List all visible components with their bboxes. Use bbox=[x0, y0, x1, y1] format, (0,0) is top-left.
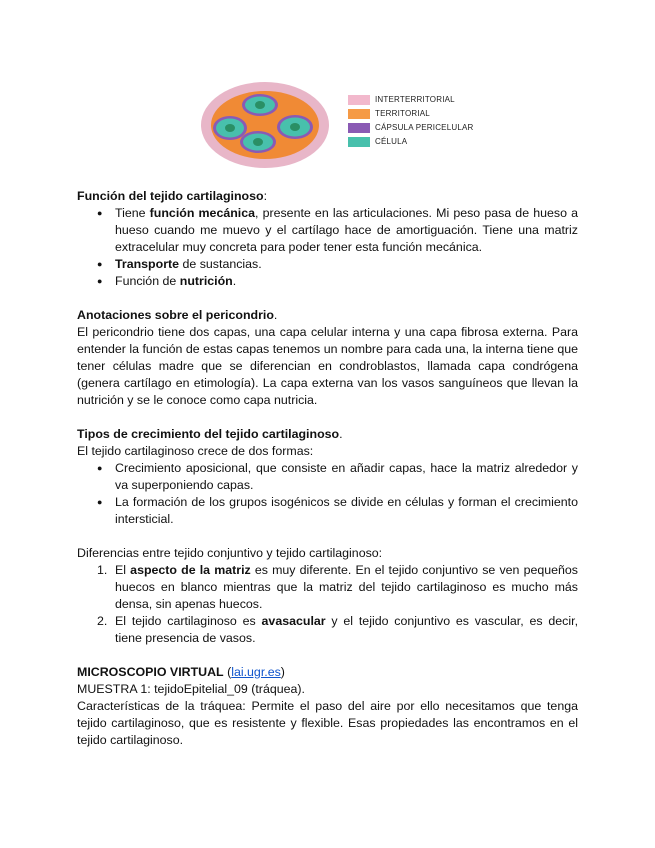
paragraph: Diferencias entre tejido conjuntivo y tejido cartilaginoso: bbox=[77, 546, 383, 560]
nucleus bbox=[290, 123, 300, 131]
legend-item bbox=[348, 122, 474, 134]
bullet-list bbox=[77, 205, 578, 290]
legend-swatch bbox=[348, 123, 370, 133]
chondrocyte-cell bbox=[277, 115, 313, 139]
paragraph: Características de la tráquea: Permite el paso del aire por ello necesitamos que tenga tejido cartilaginoso, que es resistente y flexible. Esas propiedades las encontramos en el tejido cartilaginoso. bbox=[77, 699, 578, 747]
paragraph: El tejido cartilaginoso crece de dos formas: bbox=[77, 444, 314, 458]
nucleus bbox=[225, 124, 235, 132]
lai-ugr-link[interactable]: lai.ugr.es bbox=[231, 665, 281, 679]
list-item: ● Crecimiento aposicional, que consiste en añadir capas, hace la matriz alrededor y va superponiendo capas. bbox=[77, 460, 578, 494]
numbered-list bbox=[77, 562, 578, 647]
nucleus bbox=[253, 138, 263, 146]
section-heading: Función del tejido cartilaginoso: bbox=[77, 189, 268, 203]
legend-label: CÁPSULA PERICELULAR bbox=[375, 123, 474, 132]
section-heading: MICROSCOPIO VIRTUAL (lai.ugr.es) bbox=[77, 665, 285, 679]
section-heading: Tipos de crecimiento del tejido cartilaginoso. bbox=[77, 427, 343, 441]
cartilage-figure bbox=[200, 80, 480, 170]
list-item: ● Función de nutrición. bbox=[77, 273, 578, 290]
list-item: ● Tiene función mecánica, presente en las articulaciones. Mi peso pasa de hueso a hueso cuando me muevo y el cartílago hace de amortiguación. Tiene una matriz extracelular muy concreta para poder tener esta función mecánica. bbox=[77, 205, 578, 256]
list-item: ● La formación de los grupos isogénicos se divide en células y forman el crecimiento intersticial. bbox=[77, 494, 578, 528]
legend-label: CÉLULA bbox=[375, 137, 408, 146]
cartilage-diagram bbox=[200, 80, 340, 170]
bullet-list bbox=[77, 460, 578, 528]
chondrocyte-cell bbox=[242, 94, 278, 116]
legend-item bbox=[348, 108, 430, 120]
chondrocyte-cell bbox=[213, 116, 247, 140]
legend-swatch bbox=[348, 109, 370, 119]
legend-item bbox=[348, 94, 455, 106]
document-body bbox=[77, 188, 578, 749]
list-item: 1. El aspecto de la matriz es muy diferente. En el tejido conjuntivo se ven pequeños huecos en blanco mientras que la matriz del tejido cartilaginoso es mucho más densa, sin apenas huecos. bbox=[97, 563, 578, 611]
legend-item bbox=[348, 136, 407, 148]
legend-label: INTERTERRITORIAL bbox=[375, 95, 455, 104]
legend-swatch bbox=[348, 137, 370, 147]
section-heading: Anotaciones sobre el pericondrio. bbox=[77, 308, 278, 322]
legend-label: TERRITORIAL bbox=[375, 109, 430, 118]
legend-swatch bbox=[348, 95, 370, 105]
list-item: ● Transporte de sustancias. bbox=[77, 256, 578, 273]
paragraph: MUESTRA 1: tejidoEpitelial_09 (tráquea). bbox=[77, 682, 305, 696]
paragraph: El pericondrio tiene dos capas, una capa celular interna y una capa fibrosa externa. Para entender la función de estas capas tenemos un nombre para cada una, la interna tiene que tener células madre que se diferencian en condroblastos, llamada capa condrógena (genera cartílago en etimología). La capa externa van los vasos sanguíneos que llevan la nutrición y se le conoce como capa nutricia. bbox=[77, 325, 578, 407]
chondrocyte-cell bbox=[240, 131, 276, 153]
list-item: 2. El tejido cartilaginoso es avasacular y el tejido conjuntivo es vascular, es decir, tiene presencia de vasos. bbox=[97, 614, 579, 645]
nucleus bbox=[255, 101, 265, 109]
